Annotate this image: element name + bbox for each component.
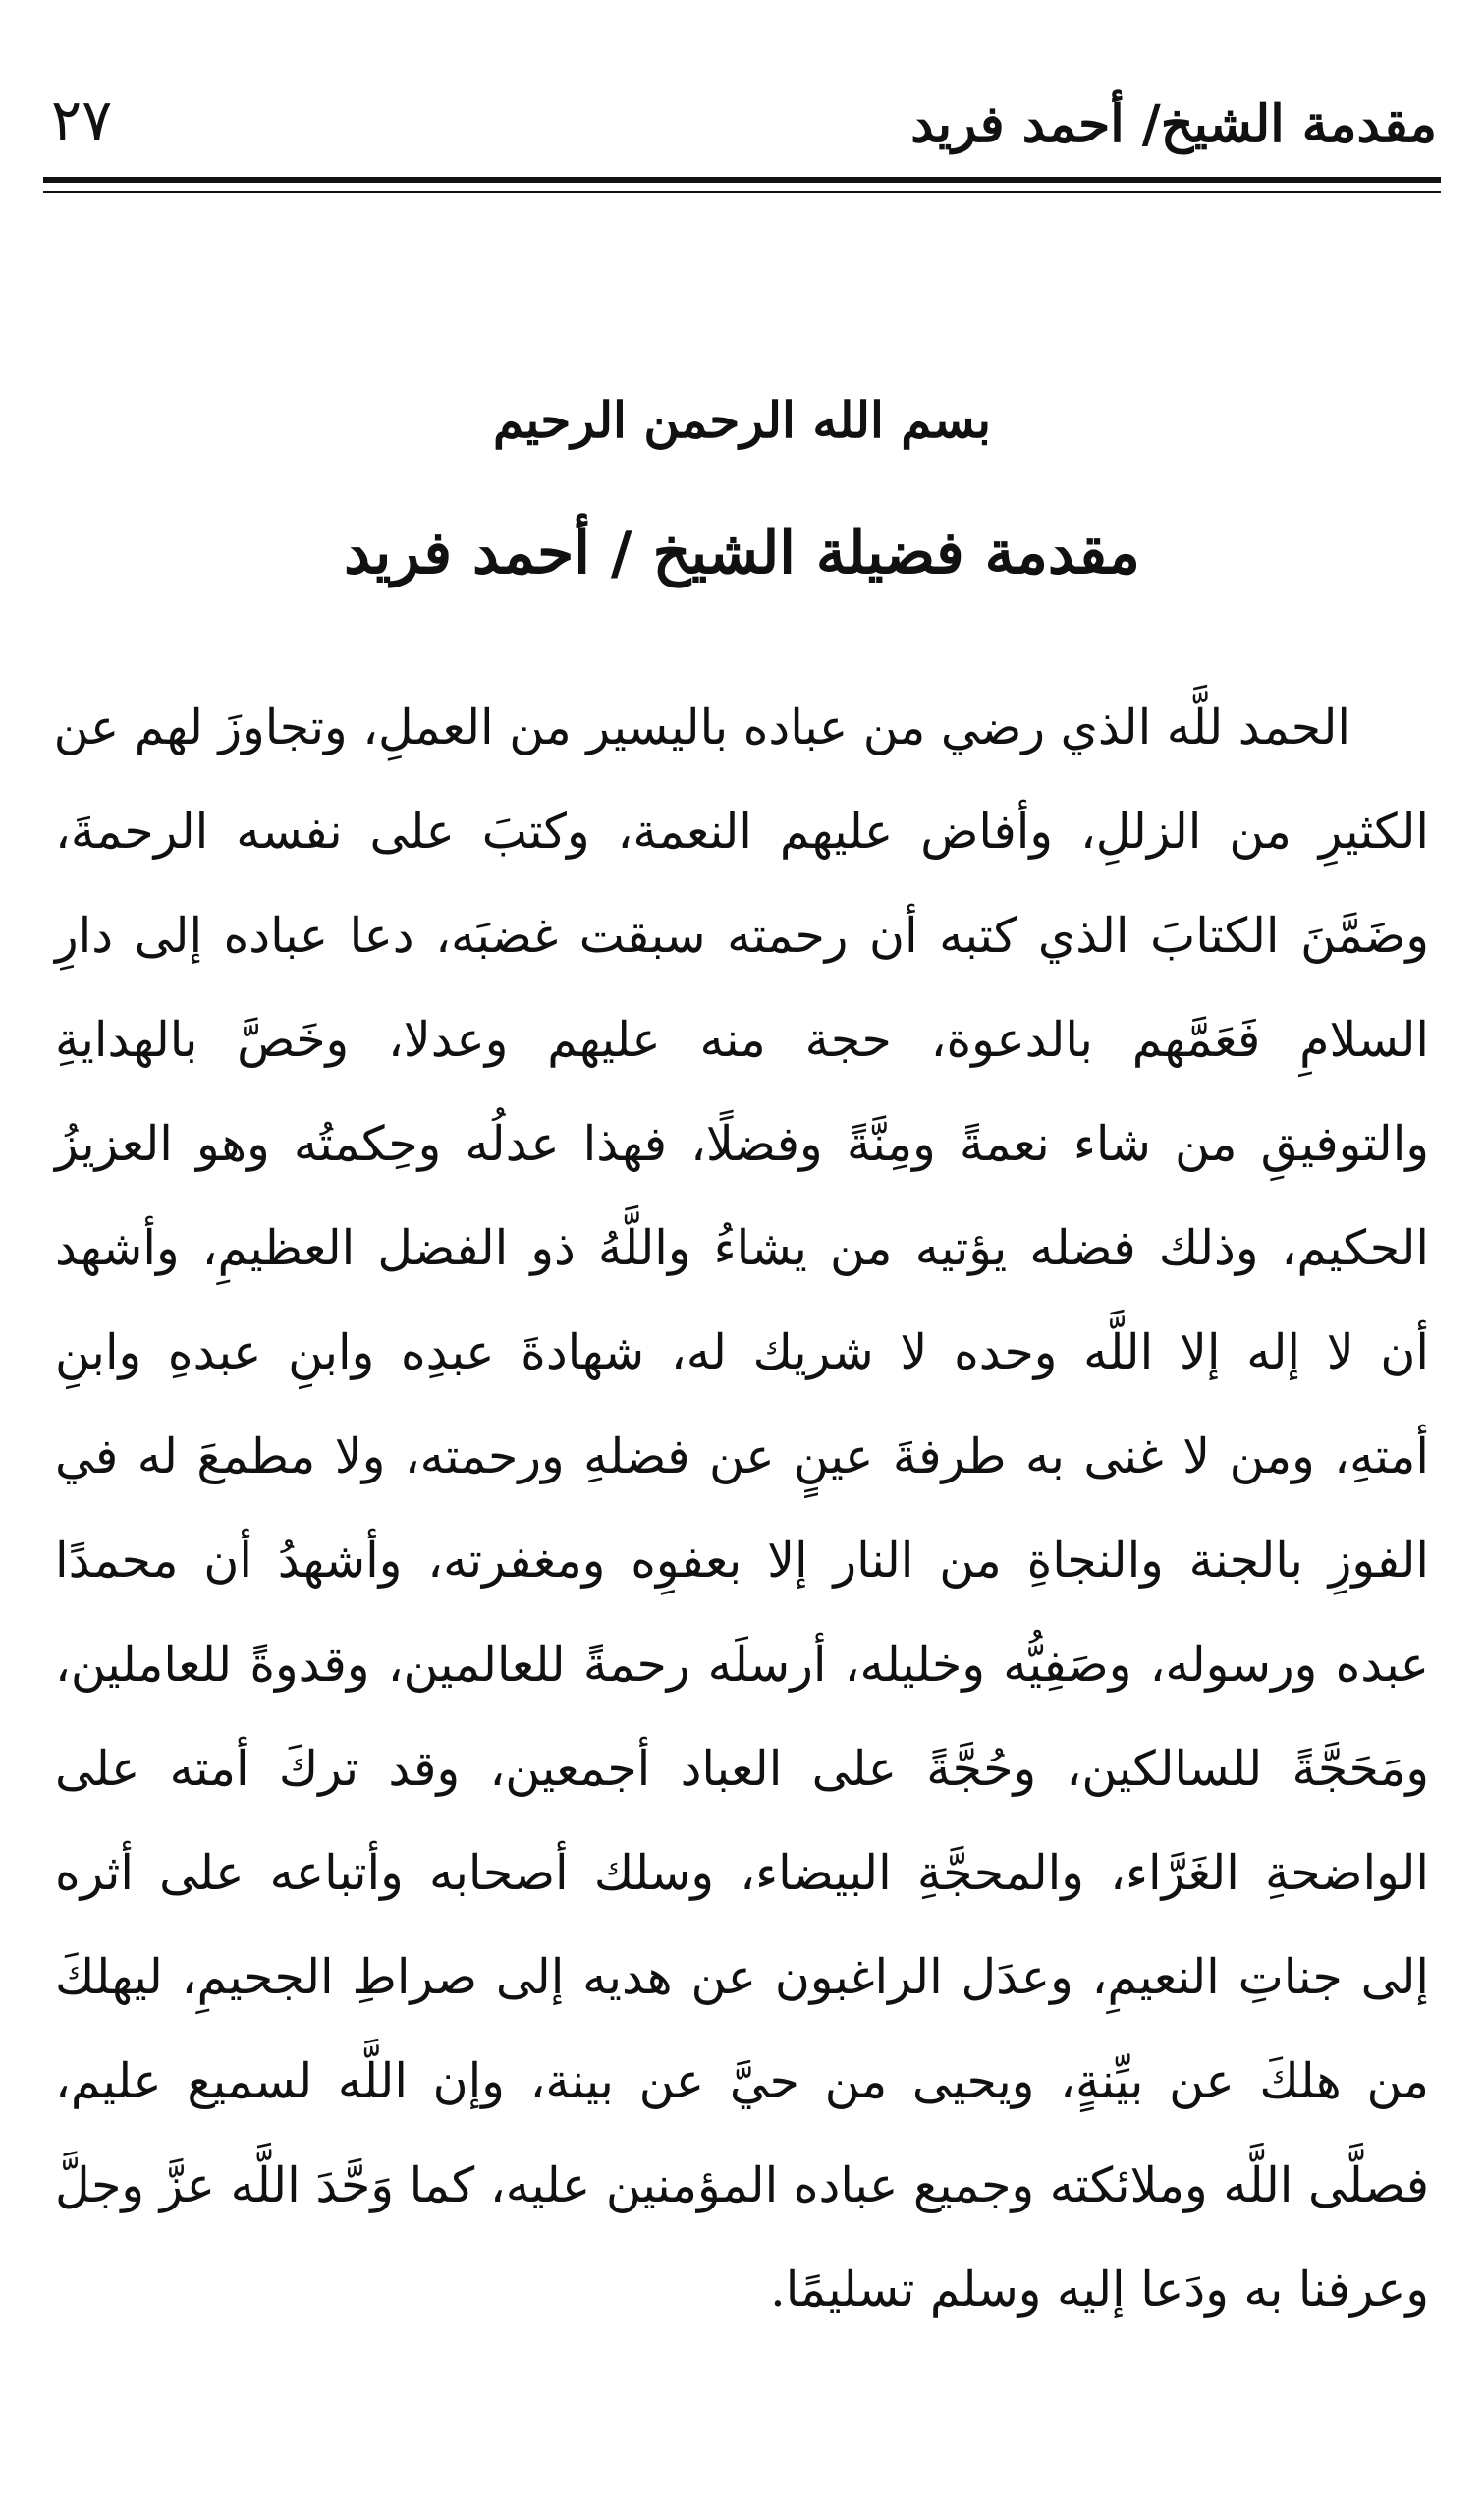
body-line: والتوفيقِ من شاء نعمةً ومِنَّةً وفضلًا، فهذا عدلُه وحِكمتُه وهو العزيزُ [55, 1116, 1429, 1172]
body-line: أن لا إله إلا اللَّه وحده لا شريك له، شهادةَ عبدِه وابنِ عبدهِ وابنِ [55, 1324, 1429, 1380]
page-number: ٢٧ [51, 86, 113, 153]
page-title: مقدمة فضيلة الشيخ / أحمد فريد [344, 519, 1140, 587]
basmala: بسم الله الرحمن الرحيم [492, 391, 992, 449]
body-line: عبده ورسوله، وصَفِيُّه وخليله، أرسلَه رحمةً للعالمين، وقدوةً للعاملين، [55, 1637, 1429, 1693]
body-line: إلى جناتِ النعيمِ، وعدَل الراغبون عن هديه إلى صراطِ الجحيمِ، ليهلكَ [55, 1949, 1429, 2005]
running-title: مقدمة الشيخ/ أحمد فريد [910, 94, 1437, 154]
body-line: الواضحةِ الغَرَّاء، والمحجَّةِ البيضاء، وسلك أصحابه وأتباعه على أثره [55, 1845, 1429, 1901]
running-header [47, 86, 1437, 165]
body-line: الكثيرِ من الزللِ، وأفاض عليهم النعمة، وكتبَ على نفسه الرحمةَ، [55, 804, 1429, 860]
header-rule-thick [43, 177, 1441, 183]
body-text [55, 676, 1429, 2342]
body-line: فصلَّى اللَّه وملائكته وجميع عباده المؤمنين عليه، كما وَحَّدَ اللَّه عزَّ وجلَّ [55, 2157, 1429, 2213]
body-line: ومَحَجَّةً للسالكين، وحُجَّةً على العباد أجمعين، وقد تركَ أمته على [55, 1741, 1429, 1797]
body-line: الفوزِ بالجنة والنجاةِ من النار إلا بعفوِه ومغفرته، وأشهدُ أن محمدًا [55, 1533, 1429, 1589]
header-rule-thin [43, 191, 1441, 193]
body-line: من هلكَ عن بيِّنةٍ، ويحيى من حيَّ عن بينة، وإن اللَّه لسميع عليم، [55, 2053, 1429, 2109]
body-line: أمتهِ، ومن لا غنى به طرفةَ عينٍ عن فضلهِ ورحمته، ولا مطمعَ له في [55, 1428, 1429, 1484]
body-line: الحمد للَّه الذي رضي من عباده باليسير من العملِ، وتجاوزَ لهم عن [53, 699, 1350, 755]
body-line: وعرفنا به ودَعا إليه وسلم تسليمًا. [770, 2262, 1429, 2318]
body-line: وضَمَّنَ الكتابَ الذي كتبه أن رحمته سبقت غضبَه، دعا عباده إلى دارِ [55, 908, 1429, 964]
body-line: الحكيم، وذلك فضله يؤتيه من يشاءُ واللَّهُ ذو الفضل العظيمِ، وأشهد [55, 1220, 1429, 1276]
body-line: السلامِ فَعَمَّهم بالدعوة، حجة منه عليهم وعدلا، وخَصَّ بالهدايةِ [55, 1012, 1429, 1068]
